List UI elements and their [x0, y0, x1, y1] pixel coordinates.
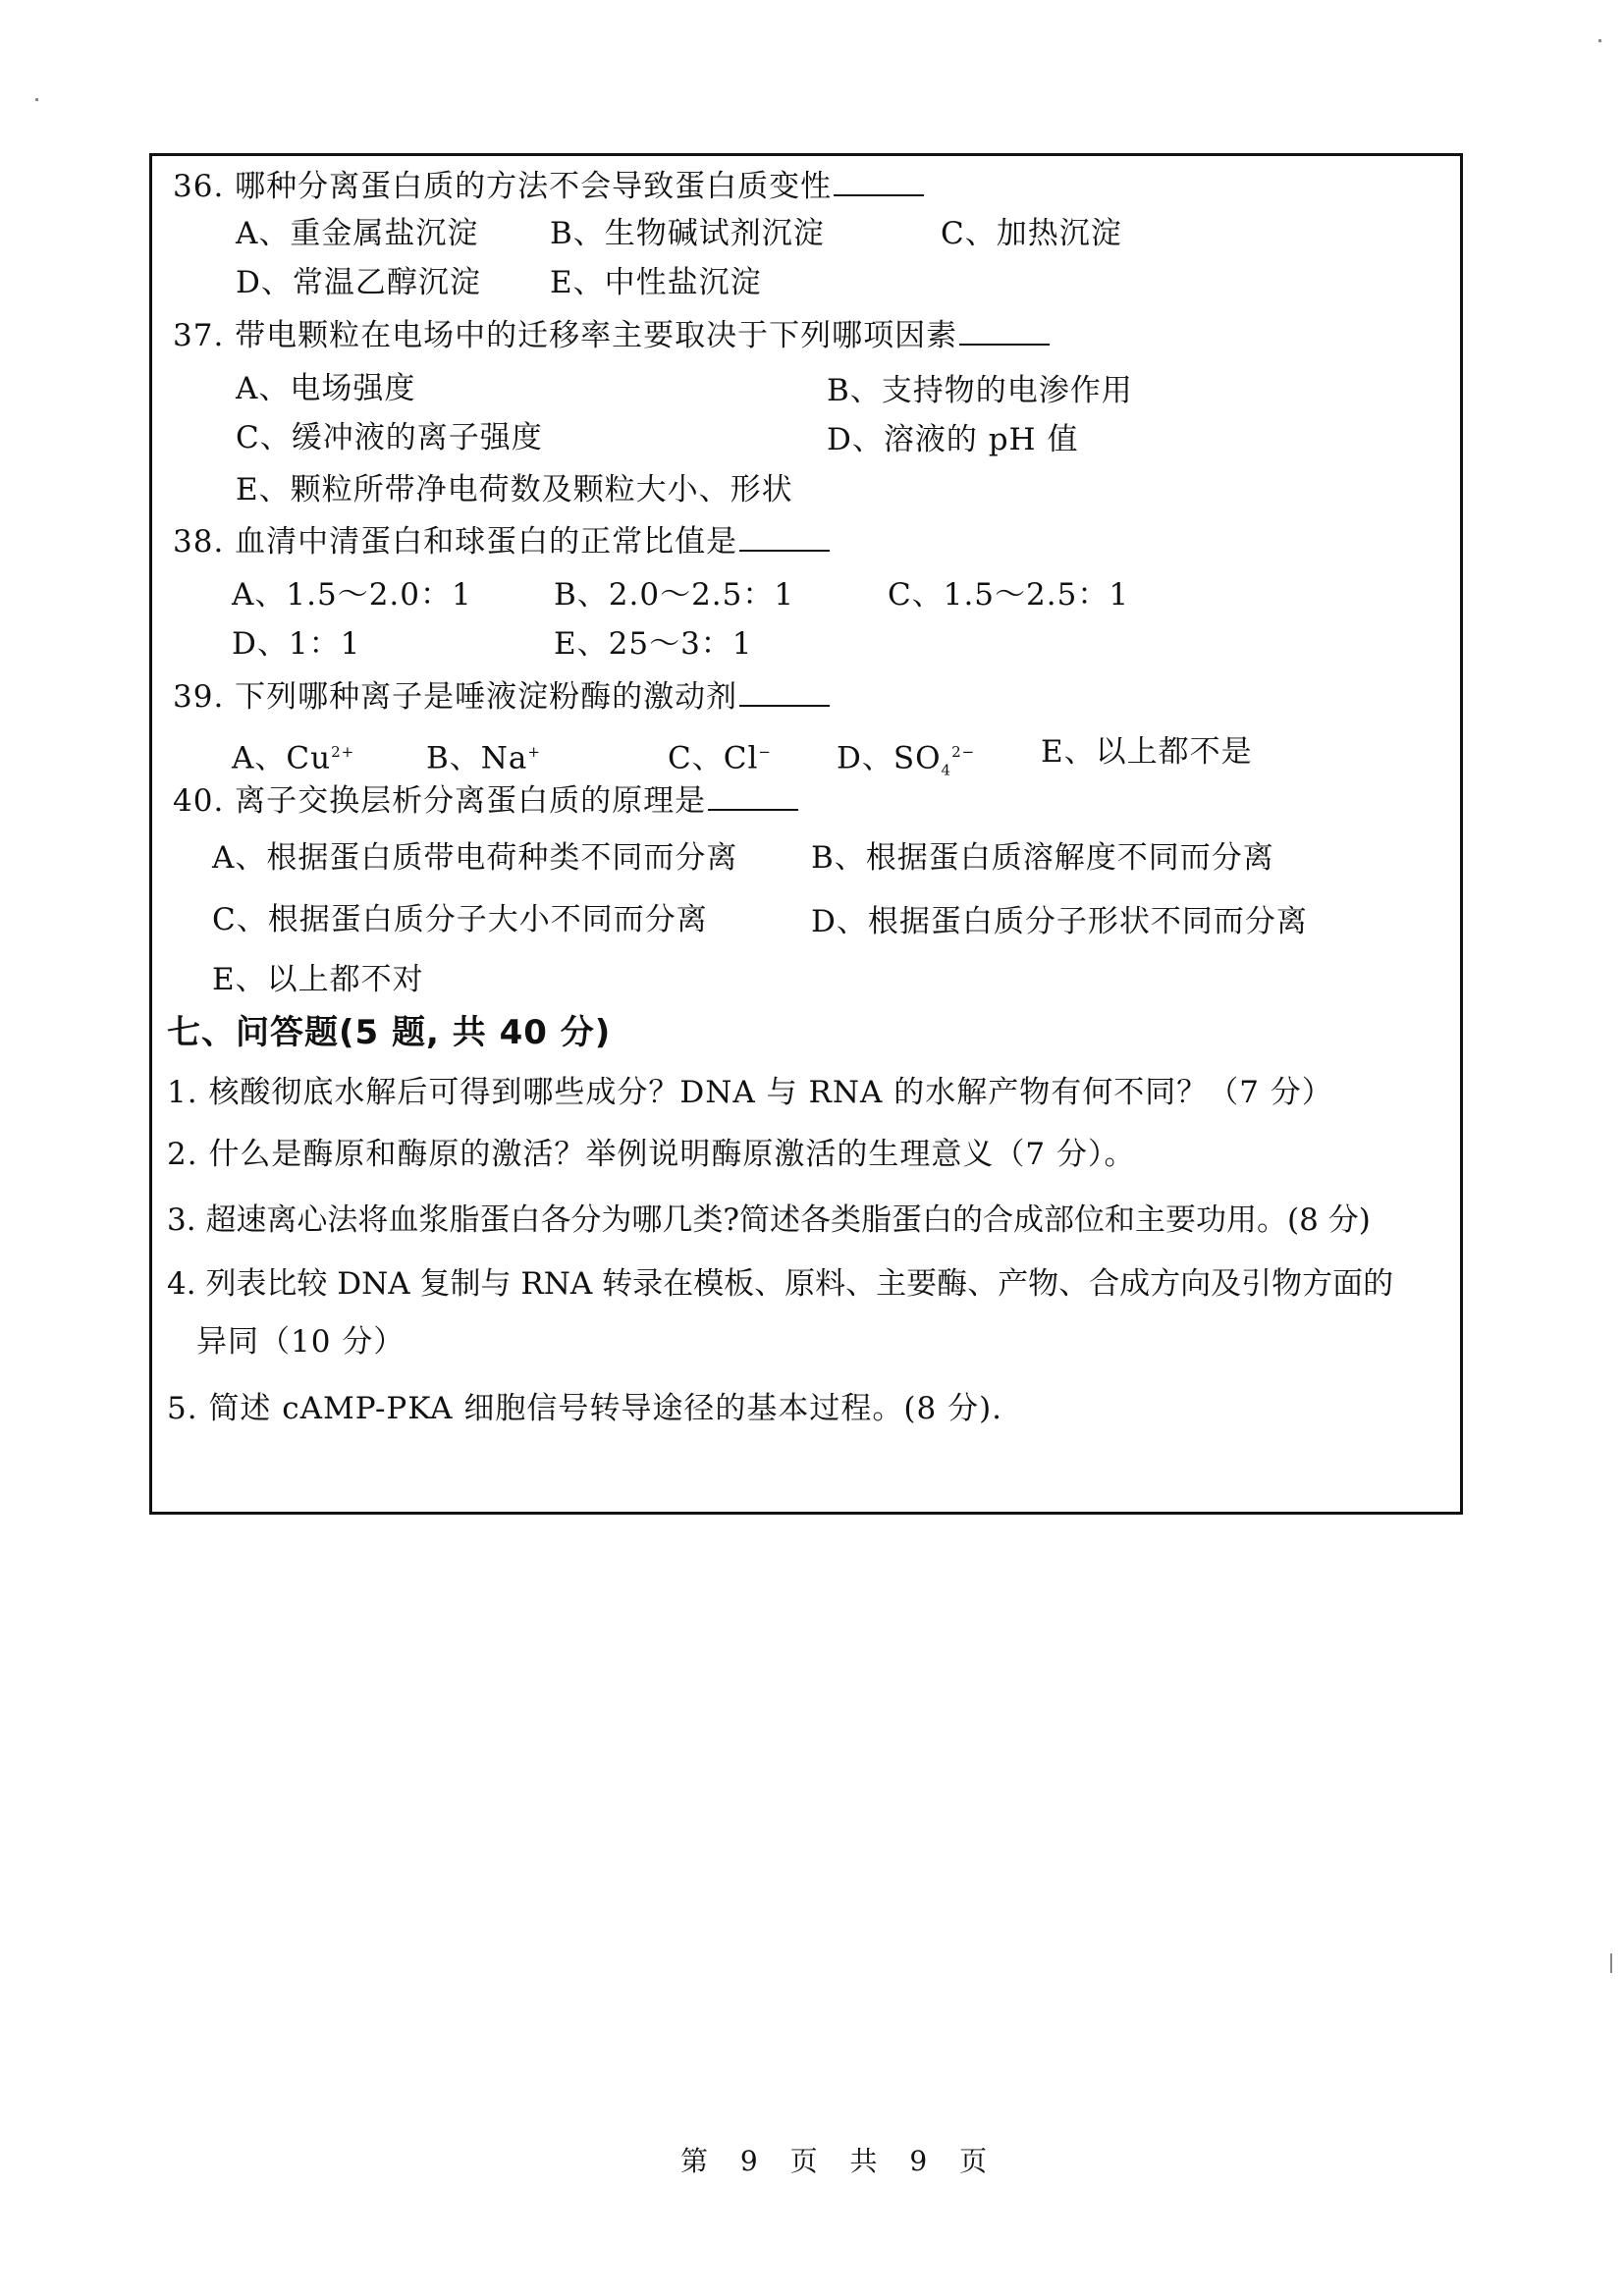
exam-question-box — [149, 153, 1463, 1515]
option-36-e — [550, 263, 762, 302]
option-text: 2.0～2.5：1 — [608, 577, 795, 613]
ion-subscript: 4 — [941, 761, 952, 779]
question-text: 下列哪种离子是唾液淀粉酶的激动剂 — [235, 679, 738, 715]
option-40-d — [811, 902, 1308, 941]
option-text: Cu — [286, 740, 332, 776]
essay-question-1 — [167, 1073, 1333, 1112]
option-label: C、 — [212, 902, 268, 937]
question-number: 36. — [173, 169, 225, 204]
question-38 — [173, 522, 830, 561]
ion-charge: − — [758, 743, 772, 761]
question-number: 1. — [167, 1075, 198, 1110]
option-text: 根据蛋白质带电荷种类不同而分离 — [266, 840, 738, 876]
option-label: A、 — [232, 740, 287, 776]
option-text: 以上都不是 — [1095, 734, 1253, 770]
option-label: D、 — [236, 265, 293, 300]
option-label: B、 — [827, 373, 882, 408]
option-text: 生物碱试剂沉淀 — [604, 216, 825, 251]
question-number: 5. — [167, 1391, 198, 1426]
essay-question-3 — [167, 1201, 1371, 1240]
option-39-e — [1041, 732, 1253, 772]
answer-blank — [834, 167, 924, 196]
question-40 — [173, 781, 798, 821]
ion-charge: 2− — [951, 743, 976, 761]
option-40-c — [212, 900, 708, 939]
option-label: D、 — [232, 626, 289, 662]
question-number: 37. — [173, 318, 225, 353]
option-37-d — [827, 420, 1078, 459]
option-label: D、 — [837, 740, 893, 776]
question-number: 38. — [173, 524, 225, 560]
option-label: C、 — [668, 740, 724, 776]
option-36-c — [941, 214, 1122, 253]
option-label: C、 — [941, 216, 997, 251]
option-37-a — [236, 369, 415, 408]
option-text: 支持物的电渗作用 — [881, 373, 1133, 408]
essay-question-2 — [167, 1135, 1136, 1174]
question-text: 血清中清蛋白和球蛋白的正常比值是 — [235, 524, 738, 560]
option-text: 1.5～2.5：1 — [943, 577, 1130, 613]
option-40-e — [212, 960, 424, 999]
option-text: 缓冲液的离子强度 — [291, 420, 543, 455]
option-40-b — [811, 838, 1274, 878]
option-text: 根据蛋白质分子形状不同而分离 — [867, 904, 1308, 939]
option-37-e — [236, 470, 793, 509]
option-label: A、 — [212, 840, 267, 876]
option-38-a — [232, 575, 472, 614]
answer-blank — [739, 522, 830, 552]
option-label: E、 — [1041, 734, 1096, 770]
ion-charge: 2+ — [331, 743, 355, 761]
option-38-c — [888, 575, 1129, 614]
question-text: 列表比较 DNA 复制与 RNA 转录在模板、原料、主要酶、产物、合成方向及引物方面的 — [205, 1266, 1394, 1302]
option-38-b — [554, 575, 794, 614]
option-text: 加热沉淀 — [996, 216, 1122, 251]
option-label: C、 — [236, 420, 292, 455]
question-number: 4. — [167, 1266, 196, 1302]
option-label: E、 — [554, 626, 609, 662]
option-label: E、 — [236, 472, 291, 507]
essay-question-4 — [167, 1264, 1393, 1304]
question-text: 什么是酶原和酶原的激活？举例说明酶原激活的生理意义（7 分）。 — [208, 1137, 1136, 1172]
option-text: 根据蛋白质分子大小不同而分离 — [267, 902, 708, 937]
option-text: 溶液的 pH 值 — [883, 422, 1079, 457]
option-text: Na — [480, 740, 528, 776]
option-36-a — [236, 214, 478, 253]
page-number-footer: 第 9 页 共 9 页 — [680, 2145, 1000, 2177]
option-label: A、 — [236, 216, 291, 251]
question-number: 39. — [173, 679, 225, 715]
option-36-d — [236, 263, 481, 302]
essay-question-5 — [167, 1389, 1002, 1428]
essay-question-4-continuation: 异同（10 分） — [196, 1324, 406, 1360]
question-number: 2. — [167, 1137, 198, 1172]
answer-blank — [739, 677, 830, 707]
option-text: 常温乙醇沉淀 — [292, 265, 481, 300]
scan-speck — [1610, 1953, 1612, 1973]
option-text: 颗粒所带净电荷数及颗粒大小、形状 — [290, 472, 793, 507]
option-text: 以上都不对 — [266, 962, 424, 997]
option-39-b — [426, 732, 541, 777]
option-38-d — [232, 624, 360, 664]
question-text: 哪种分离蛋白质的方法不会导致蛋白质变性 — [235, 169, 833, 204]
option-36-b — [550, 214, 825, 253]
option-label: D、 — [811, 904, 868, 939]
option-text: Cl — [723, 740, 759, 776]
option-text: 电场强度 — [290, 371, 416, 406]
option-text: 根据蛋白质溶解度不同而分离 — [865, 840, 1274, 876]
question-text: 超速离心法将血浆脂蛋白各分为哪几类?简述各类脂蛋白的合成部位和主要功用。(8 分) — [205, 1202, 1371, 1238]
question-39 — [173, 677, 830, 717]
option-label: E、 — [212, 962, 267, 997]
ion-charge: + — [527, 743, 541, 761]
scan-speck — [1598, 39, 1601, 42]
section-heading: 七、问答题(5 题, 共 40 分) — [167, 1013, 612, 1052]
option-label: B、 — [426, 740, 481, 776]
option-text: 中性盐沉淀 — [604, 265, 762, 300]
option-label: C、 — [888, 577, 944, 613]
answer-blank — [708, 781, 798, 811]
question-text: 带电颗粒在电场中的迁移率主要取决于下列哪项因素 — [235, 318, 958, 353]
scan-speck — [35, 98, 38, 101]
option-label: B、 — [554, 577, 609, 613]
option-39-d — [837, 732, 975, 790]
option-38-e — [554, 624, 753, 664]
question-text: 简述 cAMP-PKA 细胞信号转导途径的基本过程。(8 分). — [208, 1391, 1003, 1426]
question-number: 40. — [173, 783, 225, 819]
question-text: 核酸彻底水解后可得到哪些成分？DNA 与 RNA 的水解产物有何不同？（7 分） — [208, 1075, 1333, 1110]
option-39-a — [232, 732, 354, 777]
option-label: A、 — [232, 577, 287, 613]
option-label: A、 — [236, 371, 291, 406]
option-label: D、 — [827, 422, 884, 457]
question-text: 离子交换层析分离蛋白质的原理是 — [235, 783, 707, 819]
option-text: 重金属盐沉淀 — [290, 216, 479, 251]
option-label: B、 — [811, 840, 866, 876]
option-text: SO — [893, 740, 942, 776]
answer-blank — [959, 316, 1050, 346]
option-40-a — [212, 838, 737, 878]
option-37-c — [236, 418, 543, 457]
question-number: 3. — [167, 1202, 196, 1238]
option-label: B、 — [550, 216, 605, 251]
option-37-b — [827, 371, 1133, 410]
question-36 — [173, 167, 924, 206]
option-label: E、 — [550, 265, 605, 300]
option-39-c — [668, 732, 772, 777]
option-text: 25～3：1 — [608, 626, 753, 662]
question-37 — [173, 316, 1050, 355]
option-text: 1.5～2.0：1 — [286, 577, 472, 613]
option-text: 1：1 — [288, 626, 361, 662]
